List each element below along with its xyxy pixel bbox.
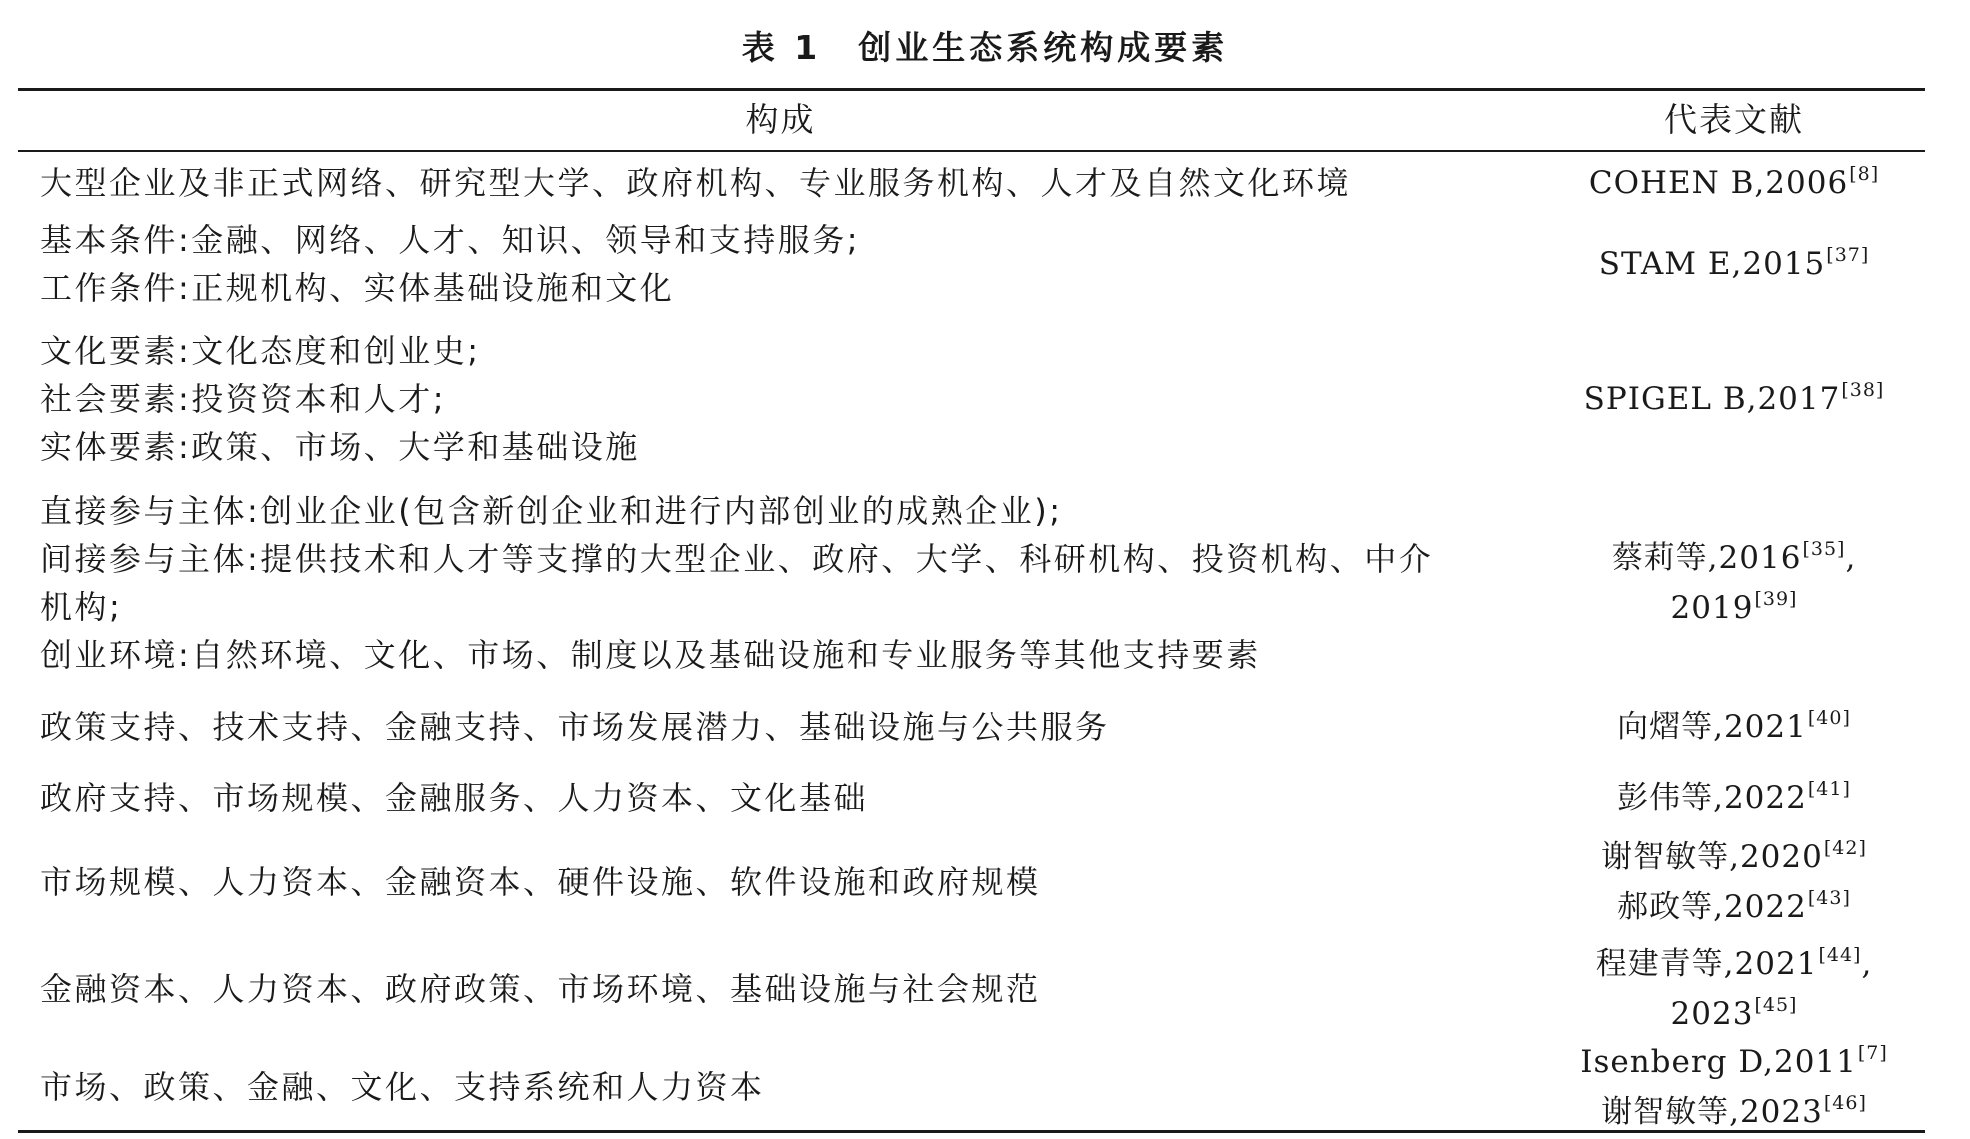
header-composition: 构成 — [745, 100, 816, 139]
composition-cell — [40, 210, 1540, 318]
table-row — [18, 318, 1925, 480]
composition-line: 机构; — [40, 587, 123, 626]
composition-line: 市场规模、人力资本、金融资本、硬件设施、软件设施和政府规模 — [40, 862, 1041, 901]
reference-cell — [1543, 828, 1925, 935]
composition-line: 政府支持、市场规模、金融服务、人力资本、文化基础 — [40, 779, 869, 817]
composition-line: 直接参与主体:创业企业(包含新创企业和进行内部创业的成熟企业); — [40, 491, 1063, 530]
citation-number: [41] — [1807, 778, 1851, 800]
citation-number: [42] — [1823, 836, 1867, 859]
citation-number: [40] — [1807, 706, 1851, 729]
table-title: 表 1 创业生态系统构成要素 — [741, 28, 1229, 67]
citation-number: [35] — [1802, 537, 1846, 560]
reference-text: 蔡莉等,2016 — [1611, 539, 1802, 576]
reference-line — [1617, 882, 1851, 932]
composition-line: 实体要素:政策、市场、大学和基础设施 — [40, 428, 640, 466]
composition-line: 基本条件:金融、网络、人才、知识、领导和支持服务; — [40, 221, 861, 259]
reference-line — [1671, 583, 1798, 633]
table-row — [18, 1043, 1925, 1130]
citation-number: [37] — [1826, 244, 1870, 266]
reference-text: Isenberg D,2011 — [1580, 1043, 1857, 1080]
reference-separator: , — [1861, 946, 1873, 982]
reference-line — [1601, 1087, 1867, 1137]
reference-text: SPIGEL B,2017 — [1583, 381, 1841, 417]
table-row — [18, 155, 1925, 210]
reference-cell — [1543, 935, 1925, 1043]
reference-cell — [1543, 480, 1925, 685]
composition-line: 文化要素:文化态度和创业史; — [40, 332, 481, 370]
table-row — [18, 828, 1925, 935]
citation-number: [44] — [1818, 944, 1862, 966]
composition-line: 创业环境:自然环境、文化、市场、制度以及基础设施和专业服务等其他支持要素 — [40, 635, 1261, 674]
composition-line: 间接参与主体:提供技术和人才等支撑的大型企业、政府、大学、科研机构、投资机构、中介 — [40, 539, 1434, 578]
table-row — [18, 480, 1925, 685]
composition-cell — [40, 155, 1540, 210]
reference-text: 向熠等,2021 — [1617, 708, 1807, 745]
reference-line — [1584, 374, 1885, 424]
reference-text: 谢智敏等,2020 — [1601, 838, 1823, 875]
composition-line: 社会要素:投资资本和人才; — [40, 380, 447, 418]
table-row — [18, 935, 1925, 1043]
citation-number: [38] — [1841, 379, 1885, 401]
reference-cell — [1543, 210, 1925, 318]
top-rule — [18, 88, 1925, 91]
reference-text: 郝政等,2022 — [1617, 888, 1807, 925]
table-row — [18, 685, 1925, 768]
reference-separator: , — [1845, 539, 1857, 576]
reference-cell — [1543, 1043, 1925, 1130]
reference-cell — [1543, 318, 1925, 480]
composition-cell — [40, 318, 1540, 480]
reference-text: 彭伟等,2022 — [1617, 780, 1807, 816]
reference-line — [1596, 939, 1873, 989]
citation-number: [43] — [1807, 886, 1851, 909]
composition-line: 政策支持、技术支持、金融支持、市场发展潜力、基础设施与公共服务 — [40, 707, 1110, 746]
reference-cell — [1543, 768, 1925, 828]
reference-text: 程建青等,2021 — [1595, 946, 1818, 982]
citation-number: [45] — [1754, 994, 1798, 1016]
composition-cell — [40, 480, 1540, 685]
composition-cell — [40, 935, 1540, 1043]
citation-number: [8] — [1849, 162, 1880, 185]
composition-line: 市场、政策、金融、文化、支持系统和人力资本 — [40, 1067, 765, 1106]
composition-cell — [40, 828, 1540, 935]
reference-line — [1599, 239, 1870, 289]
reference-line — [1589, 158, 1879, 208]
reference-cell — [1543, 155, 1925, 210]
citation-number: [39] — [1754, 587, 1798, 610]
citation-number: [7] — [1857, 1041, 1888, 1064]
citation-number: [46] — [1823, 1091, 1867, 1114]
reference-line — [1671, 989, 1798, 1039]
reference-line — [1580, 1037, 1888, 1087]
composition-line: 金融资本、人力资本、政府政策、市场环境、基础设施与社会规范 — [40, 970, 1041, 1008]
header-references: 代表文献 — [1664, 100, 1804, 139]
reference-text: 谢智敏等,2023 — [1601, 1093, 1823, 1130]
reference-line — [1617, 773, 1851, 823]
reference-text: COHEN B,2006 — [1588, 164, 1849, 201]
composition-line: 工作条件:正规机构、实体基础设施和文化 — [40, 269, 675, 307]
composition-line: 大型企业及非正式网络、研究型大学、政府机构、专业服务机构、人才及自然文化环境 — [40, 163, 1352, 202]
reference-line — [1617, 702, 1851, 752]
reference-cell — [1543, 685, 1925, 768]
reference-text: 2023 — [1670, 996, 1754, 1032]
table-row — [18, 210, 1925, 318]
header-rule — [18, 150, 1925, 152]
reference-text: 2019 — [1670, 589, 1754, 626]
table-row — [18, 768, 1925, 828]
composition-cell — [40, 685, 1540, 768]
reference-text: STAM E,2015 — [1598, 246, 1826, 282]
composition-cell — [40, 768, 1540, 828]
bottom-rule — [18, 1130, 1925, 1133]
reference-line — [1601, 832, 1867, 882]
composition-cell — [40, 1043, 1540, 1130]
reference-line — [1612, 533, 1857, 583]
